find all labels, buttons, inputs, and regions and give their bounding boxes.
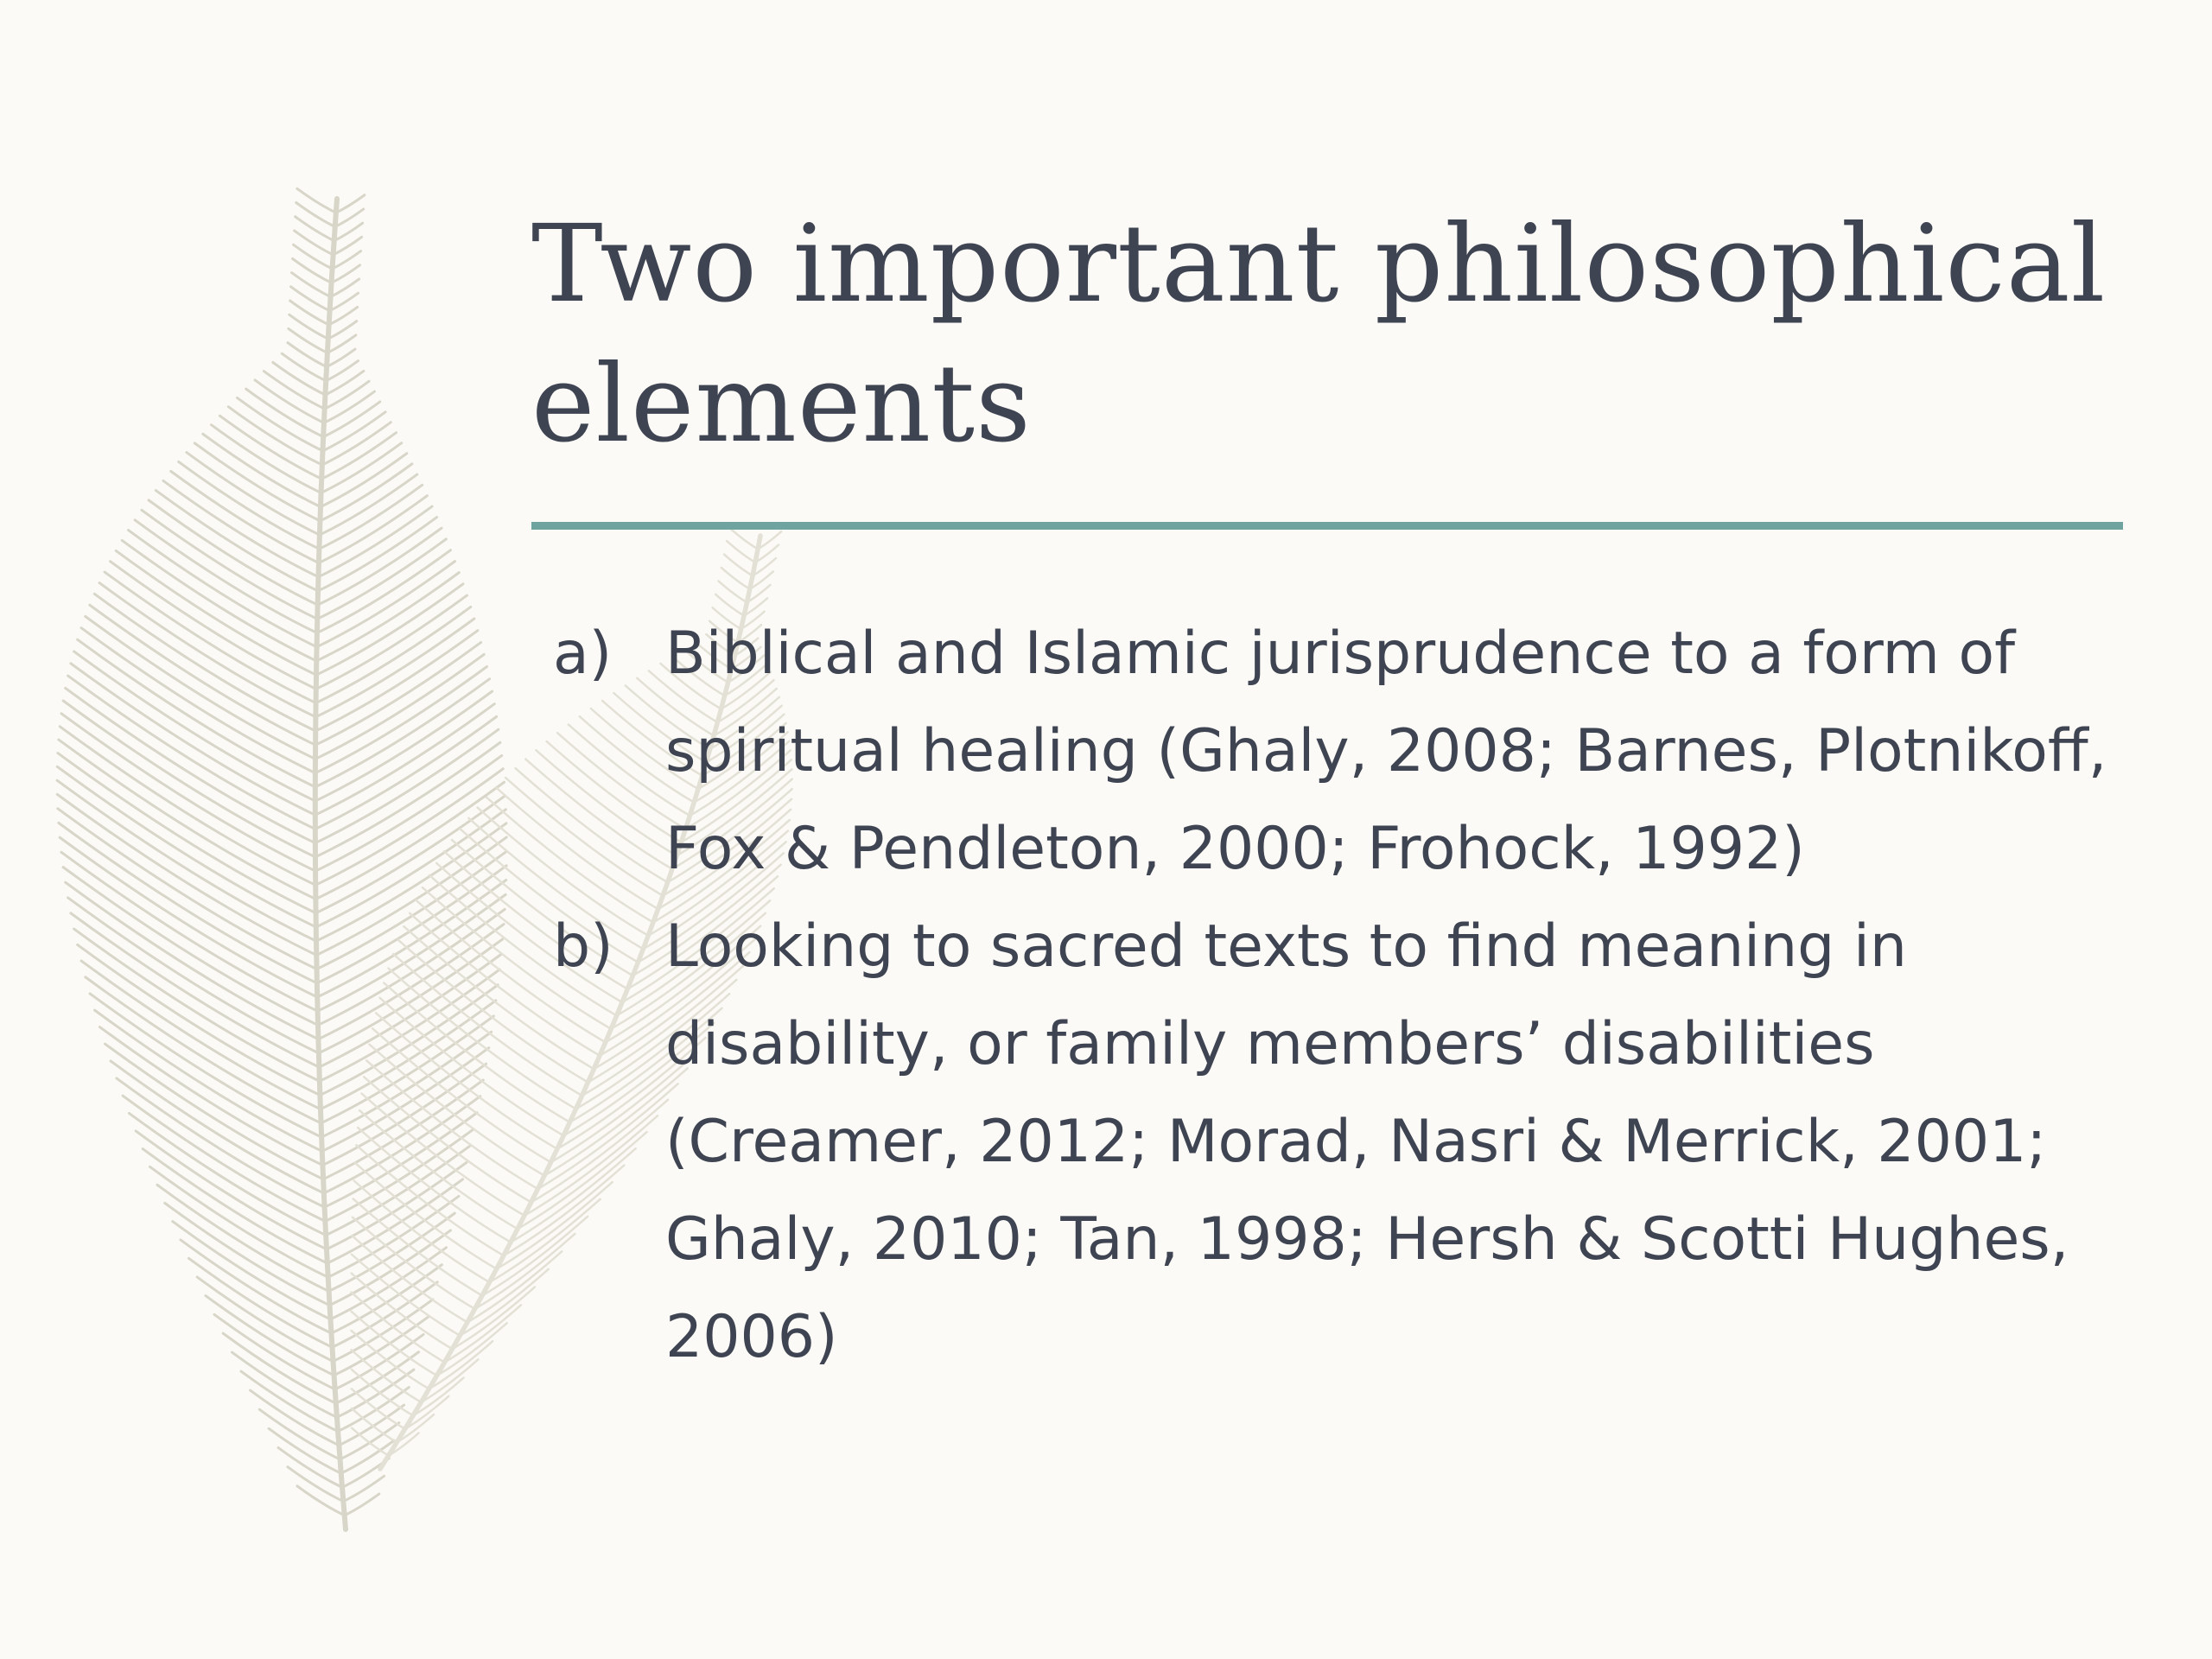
list-item (553, 898, 2108, 1386)
content-list (553, 605, 2108, 1386)
slide-title: Two important philosophical elements (531, 202, 2107, 467)
title-divider (531, 522, 2123, 530)
list-item (553, 605, 2108, 898)
list-item-text: Biblical and Islamic jurisprudence to a form of spiritual healing (Ghaly, 2008; Barnes, Plotnikoff, Fox & Pendleton, 2000; Frohock, 1992) (665, 620, 2107, 883)
list-marker: b) (553, 912, 613, 981)
list-item-text: Looking to sacred texts to find meaning in disability, or family members’ disabilities (Creamer, 2012; Morad, Nasri & Merrick, 2001; Ghaly, 2010; Tan, 1998; Hersh & Scotti Hughes, 2006) (665, 912, 2069, 1371)
list-marker: a) (553, 620, 613, 688)
